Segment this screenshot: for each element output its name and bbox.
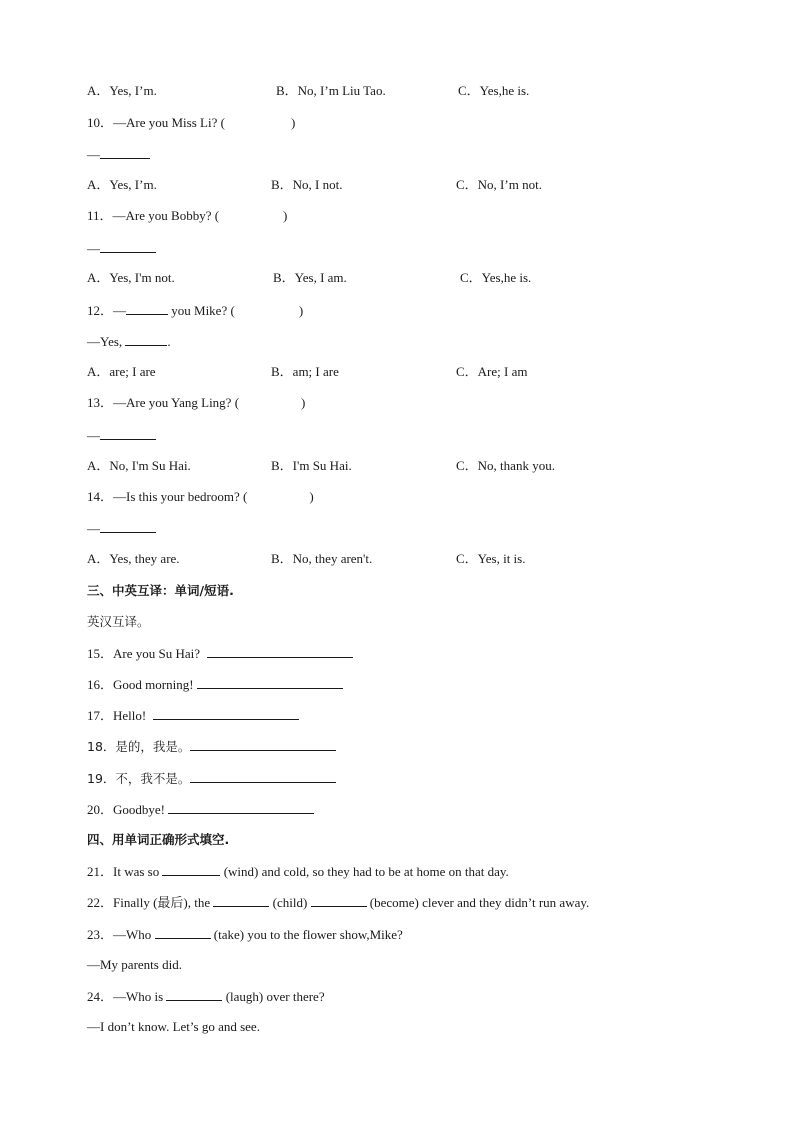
answer-blank[interactable] [100,520,156,533]
section-4-heading: 四、用单词正确形式填空. [87,832,230,847]
answer-blank[interactable] [155,926,211,939]
q12-option-b[interactable]: B．am; I are [271,364,339,379]
answer-blank[interactable] [126,302,168,315]
question-10: 10．—Are you Miss Li? ( ) [87,115,296,130]
answer-blank[interactable] [311,894,367,907]
q14-option-a[interactable]: A．Yes, they are. [87,551,180,566]
q13-option-b[interactable]: B．I'm Su Hai. [271,458,352,473]
question-text: —Are you Miss Li? ( [113,115,225,130]
answer-line-11[interactable]: — [87,240,156,257]
q10-option-a[interactable]: A．Yes, I’m. [87,177,157,192]
answer-blank[interactable] [213,894,269,907]
answer-line-10[interactable]: — [87,146,150,163]
question-12: 12．— you Mike? ( ) [87,303,304,318]
answer-blank[interactable] [197,676,343,689]
answer-blank[interactable] [207,645,353,658]
question-13: 13．—Are you Yang Ling? ( ) [87,395,306,410]
q11-option-b[interactable]: B．Yes, I am. [273,270,347,285]
answer-blank[interactable] [190,770,336,783]
question-21: 21．It was so (wind) and cold, so they had to be at home on that day. [87,864,509,879]
translation-item-17: 17．Hello! [87,707,299,724]
answer-blank[interactable] [100,427,156,440]
q11-option-c[interactable]: C．Yes,he is. [460,270,532,285]
question-11: 11．—Are you Bobby? ( ) [87,208,288,223]
q10-option-b[interactable]: B．No, I not. [271,177,343,192]
q14-option-c[interactable]: C．Yes, it is. [456,551,526,566]
translation-item-19: 19．不，我不是。 [87,770,336,787]
question-22: 22．Finally (最后), the (child) (become) clever and they didn’t run away. [87,895,590,910]
translation-item-16: 16．Good morning! [87,676,343,693]
question-14: 14．—Is this your bedroom? ( ) [87,489,314,504]
question-23: 23．—Who (take) you to the flower show,Mike? [87,927,403,942]
translation-item-15: 15．Are you Su Hai? [87,645,353,662]
q10-option-c[interactable]: C．No, I’m not. [456,177,542,192]
q11-option-a[interactable]: A．Yes, I'm not. [87,270,175,285]
q9-option-a[interactable]: A．Yes, I’m. [87,83,157,98]
q13-option-a[interactable]: A．No, I'm Su Hai. [87,458,191,473]
answer-blank[interactable] [168,801,314,814]
answer-blank[interactable] [153,707,299,720]
q9-option-b[interactable]: B．No, I’m Liu Tao. [276,83,386,98]
answer-blank[interactable] [100,240,156,253]
answer-blank[interactable] [125,333,167,346]
q12-option-c[interactable]: C．Are; I am [456,364,528,379]
answer-23: —My parents did. [87,957,182,972]
q13-option-c[interactable]: C．No, thank you. [456,458,555,473]
answer-line-13[interactable]: — [87,427,156,444]
answer-blank[interactable] [162,863,220,876]
section-3-instruction: 英汉互译。 [87,614,150,629]
answer-line-12: —Yes, . [87,334,171,349]
q12-option-a[interactable]: A．are; I are [87,364,156,379]
answer-blank[interactable] [166,988,222,1001]
answer-24: —I don’t know. Let’s go and see. [87,1019,260,1034]
translation-item-18: 18．是的，我是。 [87,738,336,755]
question-24: 24．—Who is (laugh) over there? [87,989,325,1004]
answer-blank[interactable] [100,146,150,159]
answer-blank[interactable] [190,738,336,751]
translation-item-20: 20．Goodbye! [87,801,314,818]
question-number: 10． [87,115,114,130]
answer-line-14[interactable]: — [87,520,156,537]
q9-option-c[interactable]: C．Yes,he is. [458,83,530,98]
q14-option-b[interactable]: B．No, they aren't. [271,551,373,566]
section-3-heading: 三、中英互译：单词/短语. [87,583,234,598]
